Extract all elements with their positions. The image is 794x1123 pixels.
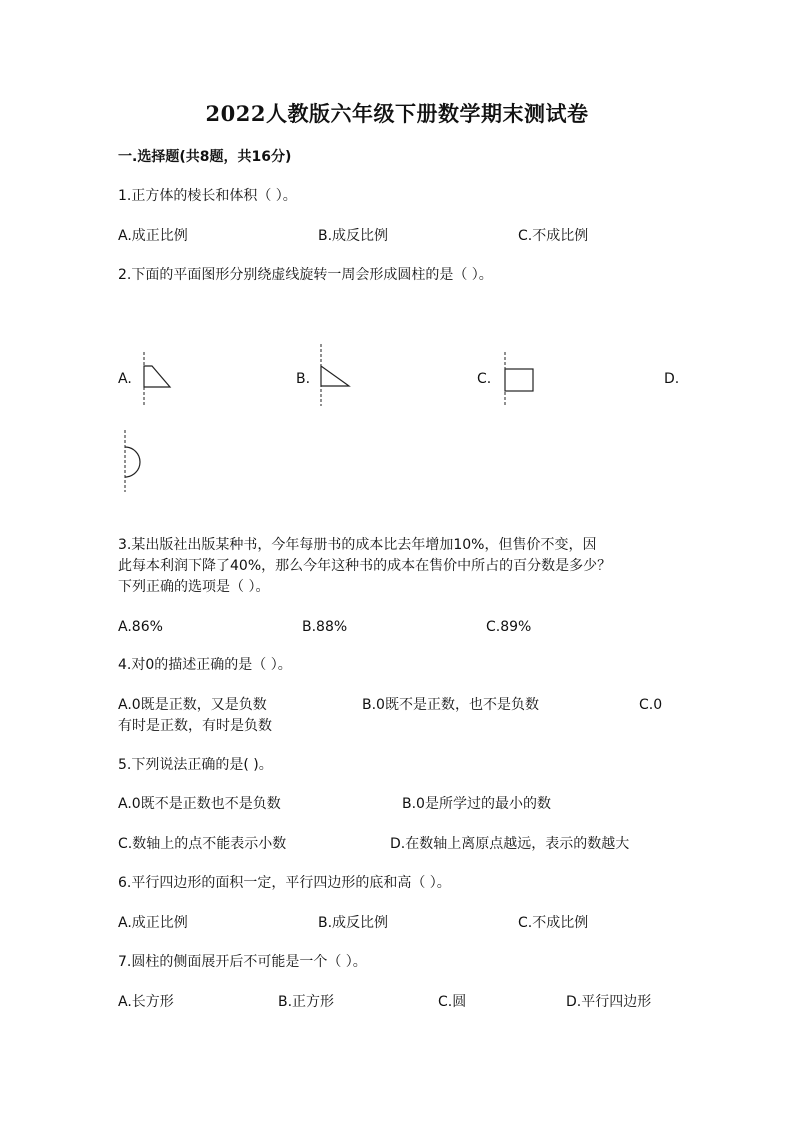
q4-option-c-continued: 有时是正数，有时是负数 — [118, 718, 272, 734]
question-4-stem: 4.对0的描述正确的是（ ）。 — [118, 657, 292, 673]
q6-option-a[interactable]: A.成正比例 — [118, 915, 188, 931]
question-3-line-2: 此每本利润下降了40%，那么今年这种书的成本在售价中所占的百分数是多少？ — [118, 558, 612, 574]
q4-option-a[interactable]: A.0既是正数，又是负数 — [118, 697, 267, 713]
q2-option-d-label[interactable]: D. — [664, 371, 680, 387]
q1-option-a[interactable]: A.成正比例 — [118, 228, 188, 244]
q6-option-b[interactable]: B.成反比例 — [318, 915, 389, 931]
q2-figure-d-semicircle — [118, 430, 158, 492]
q7-option-b[interactable]: B.正方形 — [278, 994, 335, 1010]
q7-option-d[interactable]: D.平行四边形 — [566, 994, 652, 1010]
q2-option-c-label[interactable]: C. — [477, 371, 492, 387]
q4-option-b[interactable]: B.0既不是正数，也不是负数 — [362, 697, 539, 713]
q7-option-a[interactable]: A.长方形 — [118, 994, 174, 1010]
q2-option-b-label[interactable]: B. — [296, 371, 311, 387]
q2-figure-a-trapezoid — [138, 352, 178, 406]
question-2-stem: 2.下面的平面图形分别绕虚线旋转一周会形成圆柱的是（ ）。 — [118, 267, 493, 283]
q2-figure-b-triangle — [315, 344, 355, 406]
q2-figure-c-rectangle — [499, 352, 539, 406]
q3-option-c[interactable]: C.89% — [486, 619, 532, 635]
question-3-line-3: 下列正确的选项是（ ）。 — [118, 579, 270, 595]
q7-option-c[interactable]: C.圆 — [438, 994, 467, 1010]
q6-option-c[interactable]: C.不成比例 — [518, 915, 589, 931]
q2-option-a-label[interactable]: A. — [118, 371, 132, 387]
question-6-stem: 6.平行四边形的面积一定，平行四边形的底和高（ ）。 — [118, 875, 451, 891]
question-1-stem: 1.正方体的棱长和体积（ ）。 — [118, 188, 297, 204]
q3-option-a[interactable]: A.86% — [118, 619, 163, 635]
question-3-line-1: 3.某出版社出版某种书，今年每册书的成本比去年增加10%，但售价不变，因 — [118, 537, 597, 553]
q4-option-c[interactable]: C.0 — [639, 697, 663, 713]
q5-option-b[interactable]: B.0是所学过的最小的数 — [402, 796, 551, 812]
question-7-stem: 7.圆柱的侧面展开后不可能是一个（ ）。 — [118, 954, 367, 970]
page-title: 2022人教版六年级下册数学期末测试卷 — [205, 101, 589, 126]
question-5-stem: 5.下列说法正确的是( )。 — [118, 757, 273, 773]
q3-option-b[interactable]: B.88% — [302, 619, 348, 635]
q5-option-c[interactable]: C.数轴上的点不能表示小数 — [118, 836, 287, 852]
q1-option-c[interactable]: C.不成比例 — [518, 228, 589, 244]
q5-option-d[interactable]: D.在数轴上离原点越远，表示的数越大 — [390, 836, 630, 852]
section-heading: 一.选择题(共8题，共16分) — [118, 149, 292, 165]
q1-option-b[interactable]: B.成反比例 — [318, 228, 389, 244]
q5-option-a[interactable]: A.0既不是正数也不是负数 — [118, 796, 281, 812]
